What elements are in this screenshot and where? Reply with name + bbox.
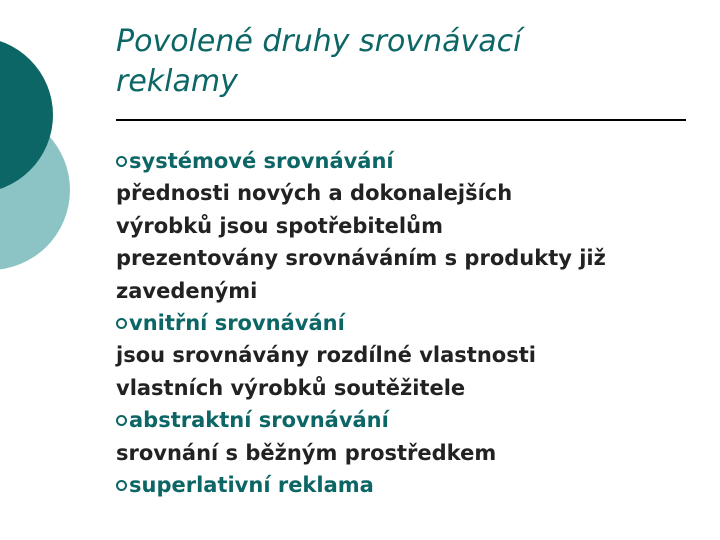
item-body-line: zavedenými [116, 278, 258, 303]
item-body-line: výrobků jsou spotřebitelům [116, 213, 443, 238]
item-body-line: srovnání s běžným prostředkem [116, 440, 497, 465]
item-body-line: prezentovány srovnáváním s produkty již [116, 246, 606, 271]
item-body-line: jsou srovnávány rozdílné vlastnosti [116, 343, 536, 368]
item-heading-text: superlativní reklama [129, 473, 374, 498]
item-heading-text: abstraktní srovnávání [129, 408, 389, 433]
decorative-circles [0, 0, 120, 300]
list-item-heading [116, 404, 696, 436]
list-item-heading [116, 469, 696, 501]
item-body-line: přednosti nových a dokonalejších [116, 181, 513, 206]
circle-bullet-icon [116, 480, 127, 491]
slide-title [116, 22, 676, 102]
item-body-line: vlastních výrobků soutěžitele [116, 375, 466, 400]
slide-title-line-1: Povolené druhy srovnávací [116, 24, 522, 59]
circle-bullet-icon [116, 415, 127, 426]
list-item-heading [116, 307, 696, 339]
item-heading-text: vnitřní srovnávání [129, 311, 345, 336]
title-divider [116, 119, 686, 121]
list-item-heading [116, 145, 696, 177]
slide-title-line-2: reklamy [116, 64, 238, 99]
circle-bullet-icon [116, 318, 127, 329]
circle-bullet-icon [116, 156, 127, 167]
item-heading-text: systémové srovnávání [129, 149, 394, 173]
slide-content [116, 145, 696, 501]
